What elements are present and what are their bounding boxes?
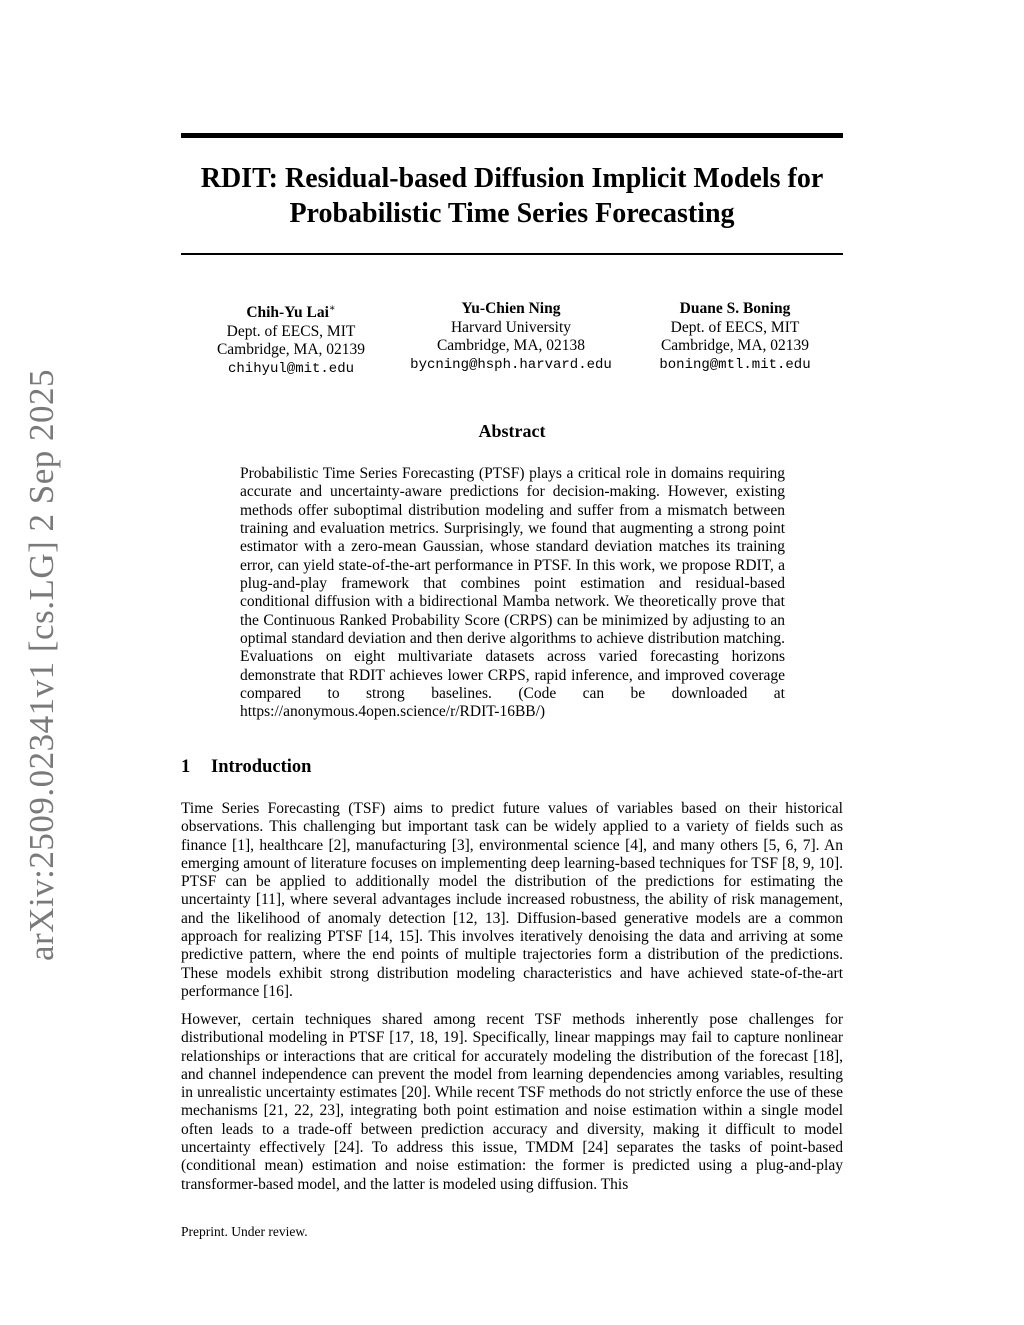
author-1-location: Cambridge, MA, 02139 [216,341,366,359]
author-1-name-line [200,300,382,323]
author-3-affiliation: Dept. of EECS, MIT [670,318,800,336]
author-3-name: Duane S. Boning [679,300,791,317]
author-2-affiliation: Harvard University [450,318,572,336]
author-block [181,300,843,380]
page-footer: Preprint. Under review. [181,1224,308,1239]
section-heading-introduction [181,757,311,778]
author-1-email[interactable]: chihyul@mit.edu [227,360,355,377]
introduction-paragraph-1: Time Series Forecasting (TSF) aims to predict future values of variables based on their historical observations. This challenging but important task can be widely applied to a variety of fields such as finance [1], healthcare [2], manufacturing [3], environmental science [4], and many others [5, 6, 7]. An emerging amount of literature focuses on implementing deep learning-based techniques for TSF [8, 9, 10]. PTSF can be applied to additionally model the distribution of the predictions for estimating the uncertainty [11], where several advantages include increased robustness, the ability of risk management, and the likelihood of anomaly detection [12, 13]. Diffusion-based generative models are a common approach for realizing PTSF [14, 15]. This involves iteratively denoising the data and arriving at some predictive pattern, where the end points of multiple trajectories form a distribution of the predictions. These models exhibit strong distribution modeling characteristics and have achieved state-of-the-art performance [16]. [181,800,843,1000]
author-2-email[interactable]: bycning@hsph.harvard.edu [410,356,612,373]
section-title: Introduction [211,757,312,777]
author-3 [643,300,827,374]
abstract-heading: Abstract [478,421,546,441]
author-1-name: Chih-Yu Lai [246,304,329,322]
title-bottom-rule [181,253,843,255]
author-1-footnote-mark: ∗ [328,303,336,314]
author-3-email[interactable]: boning@mtl.mit.edu [659,356,811,373]
author-1 [200,300,382,378]
introduction-paragraph-2: However, certain techniques shared among recent TSF methods inherently pose challenges for distributional modeling in PTSF [17, 18, 19]. Specifically, linear mappings may fail to capture nonlinear relationships or interactions that are critical for accurately modeling the distribution of the forecast [18], and channel independence can prevent the model from learning dependencies among variables, resulting in unrealistic uncertainty estimates [20]. While recent TSF methods do not strictly enforce the use of these mechanisms [21, 22, 23], integrating both point estimation and noise estimation within a single model often leads to a trade-off between prediction accuracy and diversity, making it difficult to model uncertainty effectively [24]. To address this issue, TMDM [24] separates the tasks of point-based (conditional mean) estimation and noise estimation: the former is predicted using a plug-and-play transformer-based model, and the latter is modeled using diffusion. This [181,1011,843,1193]
abstract-text: Probabilistic Time Series Forecasting (PTSF) plays a critical role in domains requiring accurate and uncertainty-aware predictions for decision-making. However, existing methods offer suboptimal distribution modeling and suffer from a mismatch between training and evaluation metrics. Surprisingly, we found that augmenting a strong point estimator with a zero-mean Gaussian, whose standard deviation matches its training error, can yield state-of-the-art performance in PTSF. In this work, we propose RDIT, a plug-and-play framework that combines point estimation and residual-based conditional diffusion with a bidirectional Mamba network. We theoretically prove that the Continuous Ranked Probability Score (CRPS) can be minimized by adjusting to an optimal standard deviation and then derive algorithms to achieve distribution matching. Evaluations on eight multivariate datasets across varied forecasting horizons demonstrate that RDIT achieves lower CRPS, rapid inference, and improved coverage compared to strong baselines. (Code can be downloaded at https://anonymous.4open.science/r/RDIT-16BB/) [240,465,785,721]
paper-title-line-2: Probabilistic Time Series Forecasting [289,198,735,229]
arxiv-identifier-text: arXiv:2509.02341v1 [cs.LG] 2 Sep 2025 [22,368,62,962]
paper-title-line-1: RDIT: Residual-based Diffusion Implicit Models for [200,163,824,194]
author-2 [402,300,620,374]
author-1-affiliation: Dept. of EECS, MIT [226,322,356,340]
author-2-name: Yu-Chien Ning [461,300,561,317]
title-top-rule [181,133,843,138]
arxiv-identifier-stamp [12,368,72,962]
author-3-location: Cambridge, MA, 02139 [660,337,810,354]
author-2-location: Cambridge, MA, 02138 [436,337,586,354]
paper-title [181,161,843,231]
section-number: 1 [181,757,191,777]
